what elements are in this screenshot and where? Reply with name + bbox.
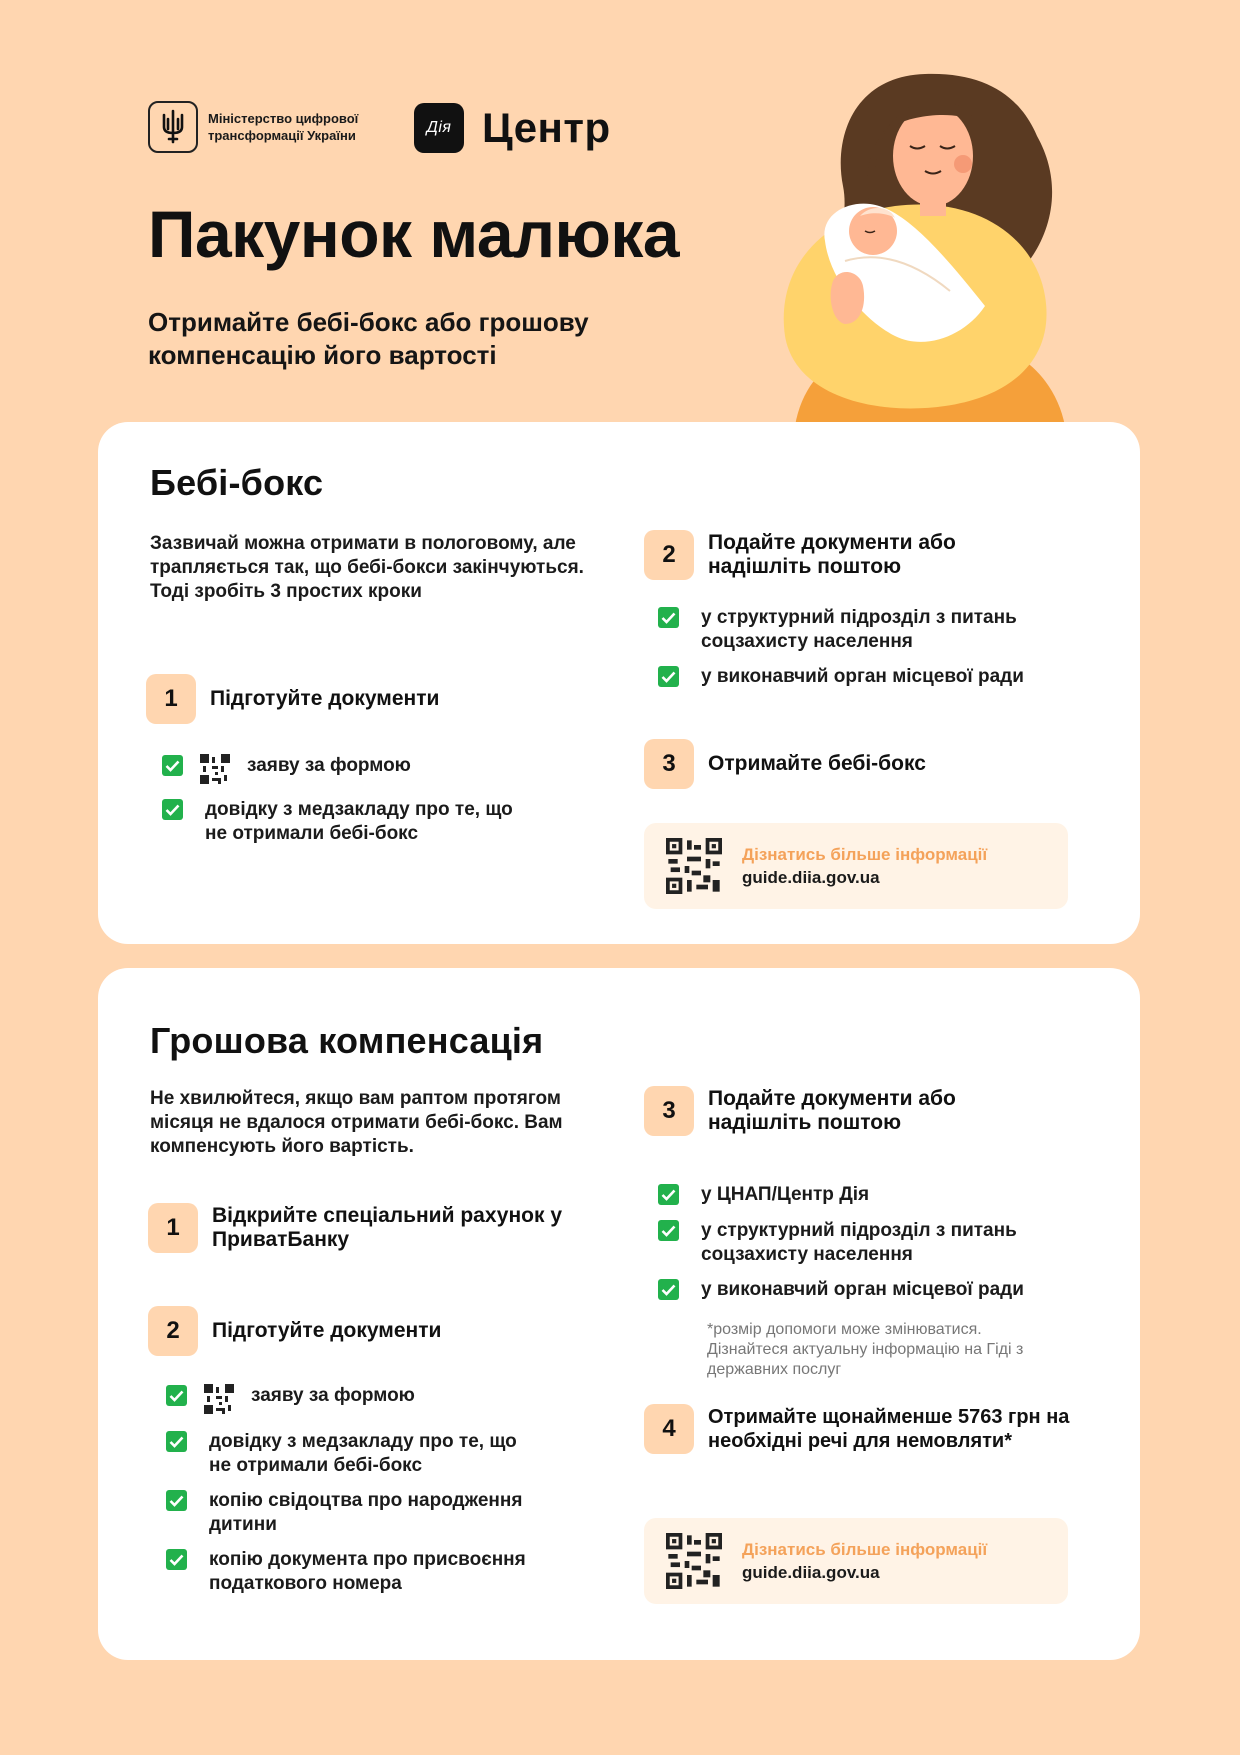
check-icon (166, 1549, 187, 1570)
footnote: *розмір допомоги може змінюватися. Дізнайтеся актуальну інформацію на Гіді з державних послуг (707, 1321, 1024, 1378)
check-icon (166, 1385, 187, 1406)
list-item (658, 665, 1081, 689)
qr-code-icon[interactable] (199, 754, 231, 784)
guide-url[interactable]: guide.diia.gov.ua (742, 1563, 880, 1582)
check-icon (166, 1490, 187, 1511)
step-number: 3 (644, 1086, 694, 1136)
qr-code-icon[interactable] (203, 1384, 235, 1414)
trident-icon (148, 101, 198, 153)
compensation-heading: Грошова компенсація (150, 1020, 544, 1061)
mother-baby-illustration (775, 66, 1090, 426)
check-item-text: у виконавчий орган місцевої ради (701, 1279, 1024, 1300)
step-number: 2 (644, 530, 694, 580)
check-icon (658, 607, 679, 628)
ministry-logo (148, 101, 388, 153)
compensation-intro: Не хвилюйтеся, якщо вам раптом протягом місяця не вдалося отримати бебі-бокс. Вам компенсують його вартість. (150, 1088, 563, 1157)
step-title: Подайте документи або надішліть поштою (708, 531, 956, 578)
info-text-block (742, 1538, 987, 1584)
step-title: Отримайте щонайменше 5763 грн на необхідні речі для немовляти* (708, 1406, 1070, 1452)
baby-box-intro: Зазвичай можна отримати в пологовому, але трапляється так, що бебі-бокси закінчуються. Тоді зробіть 3 простих кроки (150, 533, 584, 602)
list-item (162, 754, 411, 784)
list-item (162, 798, 525, 846)
list-item (166, 1489, 549, 1537)
step-title: Отримайте бебі-бокс (708, 752, 926, 775)
compensation-step-4 (644, 1404, 1078, 1454)
baby-box-step-2 (644, 530, 988, 580)
step-title: Підготуйте документи (212, 1319, 442, 1342)
check-item-text: у структурний підрозділ з питань соцзахисту населення (701, 607, 1017, 652)
ministry-name: Міністерство цифрової трансформації України (208, 111, 359, 143)
check-icon (658, 1184, 679, 1205)
baby-box-step-1 (146, 674, 439, 724)
list-item (658, 606, 1071, 654)
qr-code-icon[interactable] (666, 838, 722, 894)
check-item-text: у структурний підрозділ з питань соцзахисту населення (701, 1220, 1017, 1265)
list-item (658, 1219, 1071, 1267)
list-item (166, 1430, 529, 1478)
info-text-block (742, 843, 987, 889)
baby-box-heading: Бебі-бокс (150, 462, 324, 503)
step-number: 4 (644, 1404, 694, 1454)
more-info-box[interactable] (644, 1518, 1068, 1604)
baby-box-step-3 (644, 739, 926, 789)
step-number: 1 (148, 1203, 198, 1253)
list-item (166, 1548, 569, 1596)
guide-url[interactable]: guide.diia.gov.ua (742, 868, 880, 887)
more-info-link[interactable]: Дізнатись більше інформації (742, 845, 988, 864)
compensation-step-2 (148, 1306, 441, 1356)
step-title: Подайте документи або надішліть поштою (708, 1087, 956, 1134)
check-item-text: заяву за формою (247, 755, 411, 776)
check-item-text: довідку з медзакладу про те, що не отримали бебі-бокс (209, 1431, 517, 1476)
check-item-text: довідку з медзакладу про те, що не отримали бебі-бокс (205, 799, 513, 844)
compensation-step-3 (644, 1086, 988, 1136)
baby-box-card (98, 422, 1140, 944)
compensation-card (98, 968, 1140, 1660)
list-item (658, 1278, 1081, 1302)
check-item-text: у виконавчий орган місцевої ради (701, 666, 1024, 687)
list-item (658, 1183, 869, 1207)
check-item-text: копію свідоцтва про народження дитини (209, 1490, 523, 1535)
page-title: Пакунок малюка (148, 197, 680, 271)
step-number: 2 (148, 1306, 198, 1356)
qr-code-icon[interactable] (666, 1533, 722, 1589)
step-number: 1 (146, 674, 196, 724)
check-icon (658, 1279, 679, 1300)
page-subtitle: Отримайте бебі-бокс або грошову компенсацію його вартості (148, 307, 589, 370)
check-icon (162, 755, 183, 776)
check-item-text: заяву за формою (251, 1385, 415, 1406)
check-icon (658, 1220, 679, 1241)
step-title: Відкрийте спеціальний рахунок у ПриватБанку (212, 1204, 562, 1251)
check-icon (166, 1431, 187, 1452)
more-info-box[interactable] (644, 823, 1068, 909)
step-title: Підготуйте документи (210, 687, 440, 710)
check-icon (658, 666, 679, 687)
check-icon (162, 799, 183, 820)
diia-logo: Дія (414, 103, 464, 153)
more-info-link[interactable]: Дізнатись більше інформації (742, 1540, 988, 1559)
diia-center-logo (414, 103, 611, 153)
compensation-step-1 (148, 1203, 592, 1253)
step-number: 3 (644, 739, 694, 789)
check-item-text: у ЦНАП/Центр Дія (701, 1184, 870, 1205)
list-item (166, 1384, 415, 1414)
center-label: Центр (482, 104, 611, 151)
check-item-text: копію документа про присвоєння податкового номера (209, 1549, 526, 1594)
